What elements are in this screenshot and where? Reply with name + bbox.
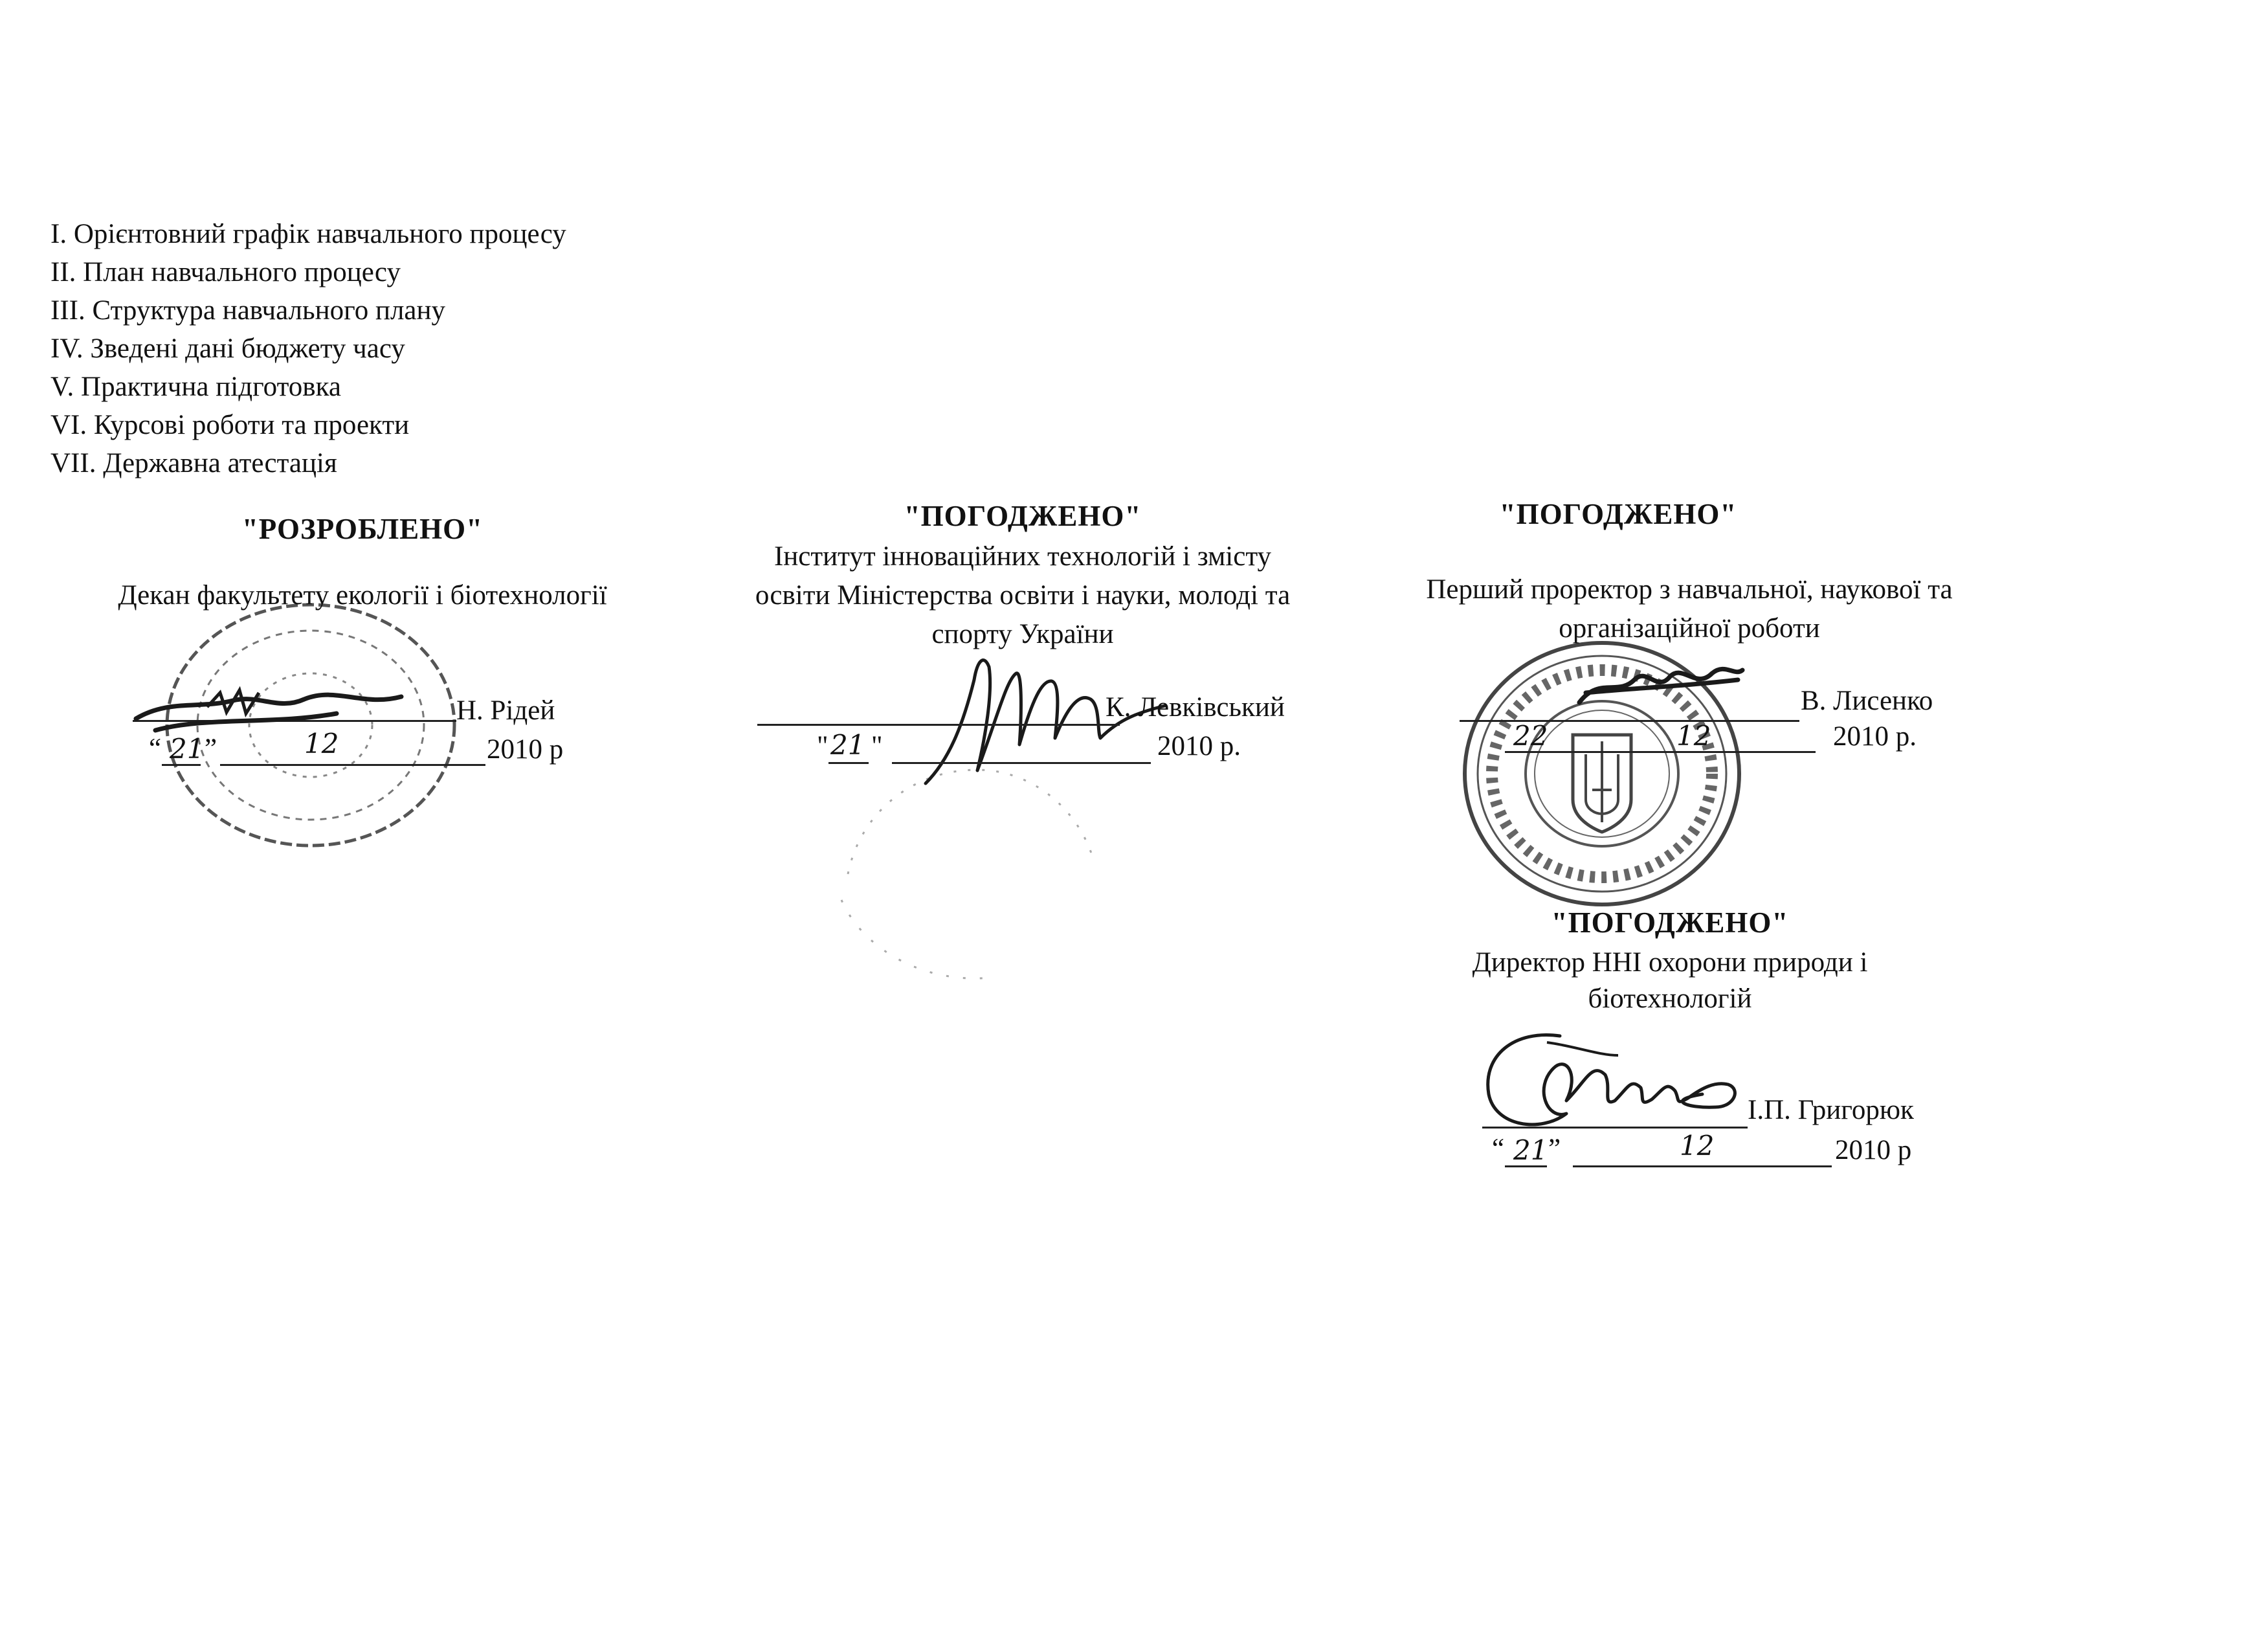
- agreed-institute-date-line: [892, 762, 1151, 764]
- developed-month: 12: [304, 728, 339, 759]
- agreed-director-position-line2: біотехнологій: [1588, 983, 1752, 1014]
- agreed-institute-day: 21: [830, 729, 865, 761]
- agreed-institute-signature-line: [757, 724, 1120, 726]
- agreed-prorector-position-line1: Перший проректор з навчальної, наукової та: [1426, 574, 1953, 605]
- contents-item: V. Практична підготовка: [50, 372, 341, 402]
- agreed-director-quote-open: “: [1492, 1134, 1505, 1164]
- contents-item: VII. Державна атестація: [50, 448, 337, 478]
- agreed-prorector-signature-line: [1460, 720, 1799, 722]
- agreed-institute-quote-open: ": [817, 731, 828, 761]
- developed-day: 21: [170, 733, 205, 765]
- agreed-institute-name: К. Левківський: [1106, 692, 1285, 723]
- developed-date-line: [220, 764, 485, 766]
- agreed-prorector-heading: "ПОГОДЖЕНО": [1499, 498, 1737, 530]
- agreed-prorector-date-line: [1505, 751, 1816, 753]
- agreed-prorector-month: 12: [1676, 720, 1711, 752]
- developed-year: 2010 р: [487, 734, 564, 765]
- agreed-director-day: 21: [1513, 1134, 1548, 1166]
- agreed-prorector-year: 2010 р.: [1833, 721, 1917, 752]
- contents-item: I. Орієнтовний графік навчального процесу: [50, 219, 566, 249]
- agreed-director-name: І.П. Григорюк: [1748, 1095, 1914, 1125]
- developed-quote-open: “: [149, 734, 162, 764]
- prorector-signature: [1573, 657, 1748, 715]
- developed-name: Н. Рідей: [456, 695, 555, 726]
- agreed-institute-quote-close: ": [871, 731, 883, 761]
- agreed-institute-year: 2010 р.: [1157, 731, 1241, 761]
- agreed-institute-org-line1: Інститут інноваційних технологій і змісту: [773, 541, 1272, 572]
- developed-day-line: [162, 764, 201, 766]
- agreed-director-quote-close: ”: [1548, 1134, 1561, 1164]
- agreed-director-day-line: [1505, 1165, 1547, 1167]
- contents-list: [50, 215, 566, 482]
- contents-item: IV. Зведені дані бюджету часу: [50, 333, 405, 364]
- agreed-director-heading: "ПОГОДЖЕНО": [1551, 906, 1789, 939]
- contents-item: VI. Курсові роботи та проекти: [50, 410, 410, 440]
- agreed-director-signature-line: [1482, 1127, 1748, 1129]
- contents-item: III. Структура навчального плану: [50, 295, 446, 326]
- agreed-prorector-position-line2: організаційної роботи: [1559, 613, 1820, 644]
- agreed-prorector-name: В. Лисенко: [1801, 686, 1933, 716]
- agreed-institute-org-line3: спорту України: [931, 619, 1114, 649]
- developed-position: Декан факультету екології і біотехнології: [118, 580, 607, 611]
- agreed-director-month: 12: [1680, 1130, 1715, 1162]
- agreed-institute-heading: "ПОГОДЖЕНО": [904, 500, 1142, 532]
- agreed-institute-org-line2: освіти Міністерства освіти і науки, молоді та: [755, 580, 1291, 611]
- developed-quote-close: ”: [205, 734, 217, 764]
- agreed-director-year: 2010 р: [1835, 1135, 1912, 1165]
- developed-heading: "РОЗРОБЛЕНО": [241, 513, 484, 545]
- contents-item: II. План навчального процесу: [50, 257, 401, 287]
- agreed-director-date-line: [1573, 1165, 1832, 1167]
- agreed-prorector-day: 22: [1513, 720, 1548, 752]
- agreed-institute-day-line: [828, 762, 869, 764]
- agreed-director-position-line1: Директор ННІ охорони природи і: [1472, 947, 1868, 978]
